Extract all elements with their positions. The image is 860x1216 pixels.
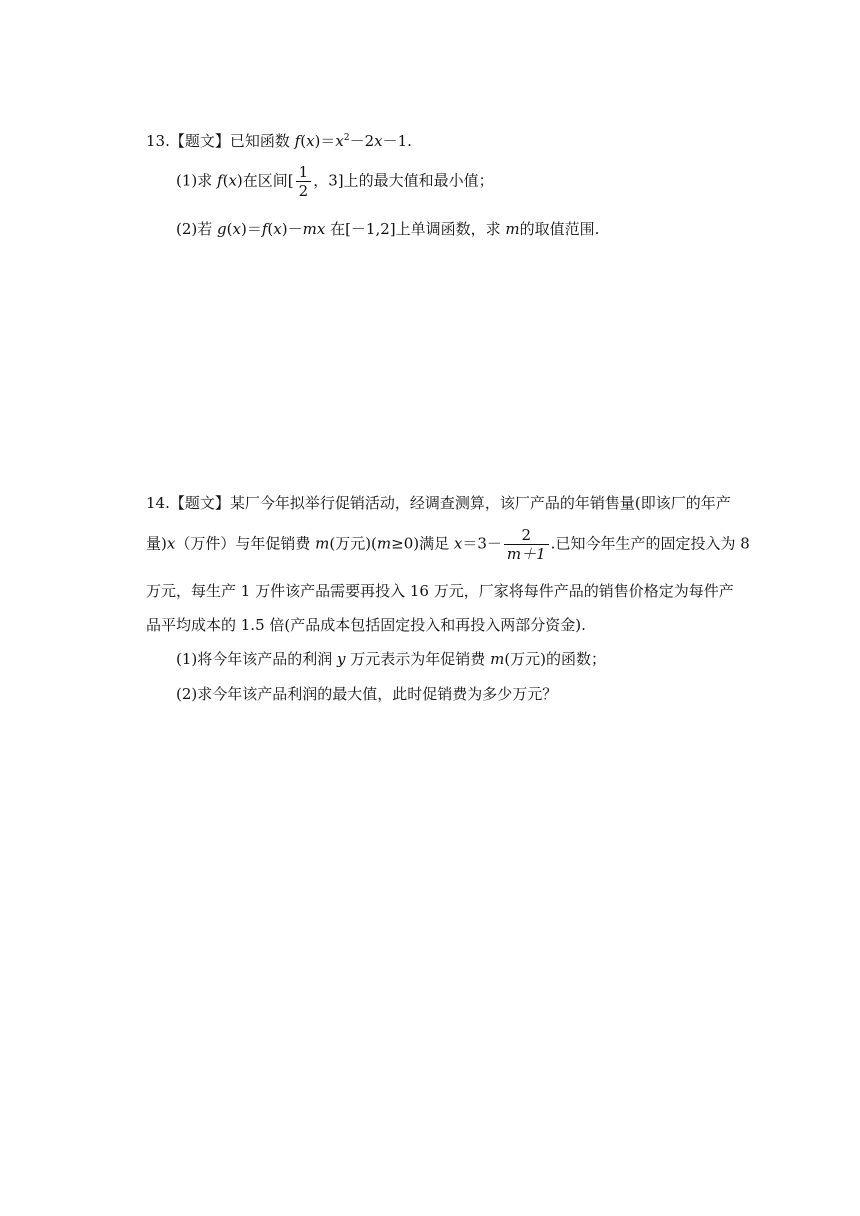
- q13-p2-x2: x: [273, 220, 282, 238]
- q14-part2: [176, 687, 557, 702]
- q14-tag: 【题文】: [169, 494, 230, 512]
- q13-p2-x3: x: [316, 220, 326, 238]
- q13-part2: (2)若 g(x)＝f(x)－mx 在[－1,2]上单调函数，求 m的取值范围.: [176, 220, 600, 238]
- q14-line3-text: 万元，每生产 1 万件该产品需要再投入 16 万元，厂家将每件产品的销售价格定为每件产: [146, 582, 734, 600]
- q14-frac-den: m＋1: [504, 544, 549, 563]
- q14-l2-b: （万件）与年促销费: [175, 534, 316, 553]
- q13-f: f: [294, 132, 301, 150]
- q14-l2-e: ＝3－: [462, 534, 502, 553]
- q14-line3: [146, 584, 734, 599]
- q13-p2-g: g: [217, 220, 227, 238]
- q14-l2-m2: m: [376, 534, 392, 553]
- q13-sup: 2: [343, 133, 350, 143]
- q13-x3: x: [374, 132, 383, 150]
- q14-l2-m: m: [315, 534, 330, 553]
- q13-x2: x: [335, 132, 344, 150]
- q13-p2-mid: 在[－1,2]上单调函数，求: [330, 220, 506, 238]
- q13-p2-x: x: [232, 220, 241, 238]
- q14-fraction: [504, 526, 549, 563]
- q13-p1-mid: 在区间[: [242, 171, 294, 190]
- q14-l2-x2: x: [453, 534, 463, 553]
- q14-p1-a: (1)将今年该产品的利润: [176, 650, 338, 668]
- q13-frac-den: 2: [296, 181, 312, 200]
- q13-x: x: [306, 132, 315, 150]
- q14-part1: [176, 652, 606, 667]
- q13-eq-tail: －2: [349, 132, 375, 150]
- q13-p1-end: ，3]上的最大值和最小值；: [313, 171, 494, 190]
- q13-fraction: [296, 163, 312, 200]
- q14-p2-text: (2)求今年该产品利润的最大值，此时促销费为多少万元？: [176, 685, 558, 703]
- q14-l2-f: .已知今年生产的固定投入为 8: [550, 534, 750, 553]
- q14-l2-c: (万元)(: [329, 534, 377, 553]
- q13-eq-tail2: －1.: [382, 132, 412, 150]
- q13-p2-m: m: [302, 220, 317, 238]
- q13-p2-start: (2)若: [176, 220, 218, 238]
- q14-line4-text: 品平均成本的 1.5 倍(产品成本包括固定投入和再投入两部分资金).: [146, 616, 586, 634]
- q13-p1-f: f: [217, 171, 223, 190]
- q14-p1-c: (万元)的函数；: [504, 650, 607, 668]
- q13-tag: 【题文】: [169, 132, 230, 150]
- q14-p1-b: 万元表示为年促销费: [350, 650, 491, 668]
- q13-number: 13.: [146, 132, 170, 150]
- q14-p1-y: y: [337, 650, 346, 668]
- q14-line2: [146, 526, 750, 563]
- q13-part1: (1)求 f(x)在区间[ $\frac{1}{2}$ ，3]上的最大值和最小值；: [176, 163, 494, 200]
- q14-l2-a: 量): [146, 534, 167, 553]
- q14-p1-m: m: [490, 650, 505, 668]
- q14-frac-num: 2: [521, 526, 532, 544]
- q13-p2-end: 的取值范围.: [519, 220, 600, 238]
- q14-number: 14.: [146, 494, 170, 512]
- q14-line1: [146, 496, 731, 511]
- q13-stem: 13.【题文】已知函数 $f(x)=x^2-2x-1$.: [146, 132, 412, 150]
- q13-p1-x: x: [228, 171, 237, 190]
- q14-l2-d: ≥0)满足: [391, 534, 454, 553]
- q13-p2-m2: m: [505, 220, 520, 238]
- q13-frac-num: 1: [298, 163, 309, 181]
- q13-p1-start: (1)求: [176, 171, 218, 190]
- q13-intro: 已知函数: [229, 132, 295, 150]
- q13-p2-f: f: [261, 220, 268, 238]
- q14-line4: [146, 618, 586, 633]
- q14-line1-text: 某厂今年拟举行促销活动，经调查测算，该厂产品的年销售量(即该厂的年产: [229, 494, 731, 512]
- q14-l2-x: x: [166, 534, 176, 553]
